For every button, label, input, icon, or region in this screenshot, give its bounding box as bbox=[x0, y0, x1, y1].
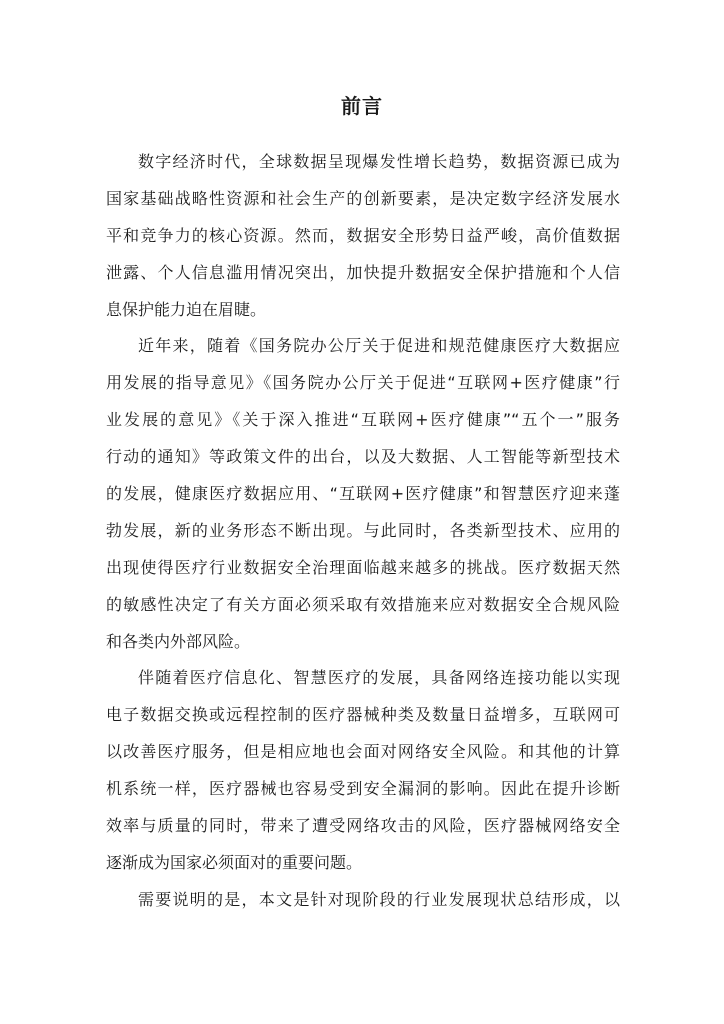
page-title: 前言 bbox=[341, 94, 383, 118]
paragraph-1-line-1: 数字经济时代，全球数据呈现爆发性增长趋势，数据资源已成为 bbox=[138, 152, 620, 171]
paragraph-2-line-2: 用发展的指导意见》《国务院办公厅关于促进“互联网+医疗健康”行 bbox=[106, 373, 620, 393]
paragraph-2-line-9: 和各类内外部风险。 bbox=[106, 631, 251, 651]
paragraph-1-line-5: 息保护能力迫在眉睫。 bbox=[106, 299, 267, 319]
paragraph-3-line-3: 以改善医疗服务，但是相应地也会面对网络安全风险。和其他的计算 bbox=[106, 742, 620, 762]
body-text bbox=[106, 149, 620, 924]
paragraph-4-line-1: 需要说明的是，本文是针对现阶段的行业发展现状总结形成，以 bbox=[138, 889, 620, 909]
paragraph-3-line-1: 伴随着医疗信息化、智慧医疗的发展，具备网络连接功能以实现 bbox=[138, 668, 620, 688]
paragraph-1-line-3: 平和竞争力的核心资源。然而，数据安全形势日益严峻，高价值数据 bbox=[106, 225, 620, 245]
paragraph-2-line-8: 的敏感性决定了有关方面必须采取有效措施来应对数据安全合规风险 bbox=[106, 594, 620, 614]
paragraph-2-line-7: 出现使得医疗行业数据安全治理面临越来越多的挑战。医疗数据天然 bbox=[106, 557, 620, 577]
paragraph-3-line-4: 机系统一样，医疗器械也容易受到安全漏洞的影响。因此在提升诊断 bbox=[106, 779, 620, 799]
paragraph-2-line-3: 业发展的意见》《关于深入推进“互联网+医疗健康”“五个一”服务 bbox=[106, 410, 620, 430]
paragraph-3-line-2: 电子数据交换或远程控制的医疗器械种类及数量日益增多，互联网可 bbox=[106, 705, 620, 725]
paragraph-2-line-4: 行动的通知》等政策文件的出台，以及大数据、人工智能等新型技术 bbox=[106, 447, 620, 467]
paragraph-3-line-6: 逐渐成为国家必须面对的重要问题。 bbox=[106, 852, 363, 872]
paragraph-2-line-1: 近年来，随着《国务院办公厅关于促进和规范健康医疗大数据应 bbox=[138, 336, 620, 356]
paragraph-3-line-5: 效率与质量的同时，带来了遭受网络攻击的风险，医疗器械网络安全 bbox=[106, 816, 620, 836]
paragraph-2-line-6: 勃发展，新的业务形态不断出现。与此同时，各类新型技术、应用的 bbox=[106, 520, 620, 540]
paragraph-1-line-2: 国家基础战略性资源和社会生产的创新要素，是决定数字经济发展水 bbox=[106, 188, 620, 208]
paragraph-2-line-5: 的发展，健康医疗数据应用、“互联网+医疗健康”和智慧医疗迎来蓬 bbox=[106, 484, 620, 504]
paragraph-1-line-4: 泄露、个人信息滥用情况突出，加快提升数据安全保护措施和个人信 bbox=[106, 262, 620, 282]
